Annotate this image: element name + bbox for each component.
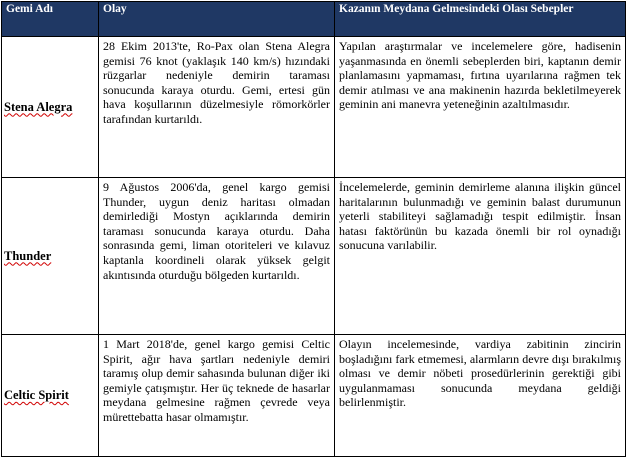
- table-row: [2, 178, 626, 335]
- ship-name: Stena Alegra: [4, 99, 73, 114]
- causes-cell: Olayın incelemesinde, vardiya zabitinin zincirin boşladığını fark etmemesi, alarmların devre dışı bırakılmış olması ve demir nöbeti prosedürlerinin gerektiği gibi uygulanmaması sonucunda meydana geldiği belirlenmiştir.: [335, 335, 626, 457]
- ship-name: Celtic Spirit: [4, 388, 69, 402]
- incident-table: [1, 1, 626, 457]
- event-cell: 28 Ekim 2013'te, Ro-Pax olan Stena Alegra gemisi 76 knot (yaklaşık 140 km/s) hızındaki rüzgarlar nedeniyle demirin taraması sonucunda karaya oturdu. Gemi, ertesi gün hava koşullarının düzelmesiyle römorkörler tarafından kurtarıldı.: [99, 37, 335, 178]
- ship-name: Thunder: [4, 248, 52, 263]
- header-causes: Kazanın Meydana Gelmesindeki Olası Sebepler: [335, 2, 626, 37]
- table-row: [2, 335, 626, 457]
- causes-cell: İncelemelerde, geminin demirleme alanına ilişkin güncel haritalarının bulunmadığı ve geminin balast durumunun yeterli stabiliteyi sağlamadığı tespit edilmiştir. İnsan hatası faktörünün bu kazada önemli bir rol oynadığı sonucuna varılabilir.: [335, 178, 626, 335]
- ship-name-cell: [2, 37, 99, 178]
- header-event: Olay: [99, 2, 335, 37]
- header-ship-name: Gemi Adı: [2, 2, 99, 37]
- table-header: [2, 2, 626, 37]
- ship-name-cell: [2, 178, 99, 335]
- event-cell: 1 Mart 2018'de, genel kargo gemisi Celtic Spirit, ağır hava şartları nedeniyle demiri taramış olup demir sahasında bulunan diğer iki gemiyle çatışmıştır. Her üç teknede de hasarlar meydana gelmesine rağmen çevrede veya mürettebatta hasar olmamıştır.: [99, 335, 335, 457]
- header-row: [2, 2, 626, 37]
- causes-cell: Yapılan araştırmalar ve incelemelere göre, hadisenin yaşanmasında en önemli sebeplerden biri, kaptanın demir planlamasını yapmaması, fırtına uyarılarına rağmen tek demir atılması ve ana makinenin hazırda bekletilmeyerek geminin ani manevra yeteneğinin azaltılmasıdır.: [335, 37, 626, 178]
- table-body: [2, 37, 626, 457]
- event-cell: 9 Ağustos 2006'da, genel kargo gemisi Thunder, uygun deniz haritası olmadan demirlediği Mostyn açıklarında demirin taraması sonucunda karaya oturdu. Daha sonrasında gemi, liman otoriteleri ve kılavuz kaptanla koordineli olarak yüksek gelgit akıntısında oturduğu bölgeden kurtarıldı.: [99, 178, 335, 335]
- table-row: [2, 37, 626, 178]
- ship-name-cell: [2, 335, 99, 457]
